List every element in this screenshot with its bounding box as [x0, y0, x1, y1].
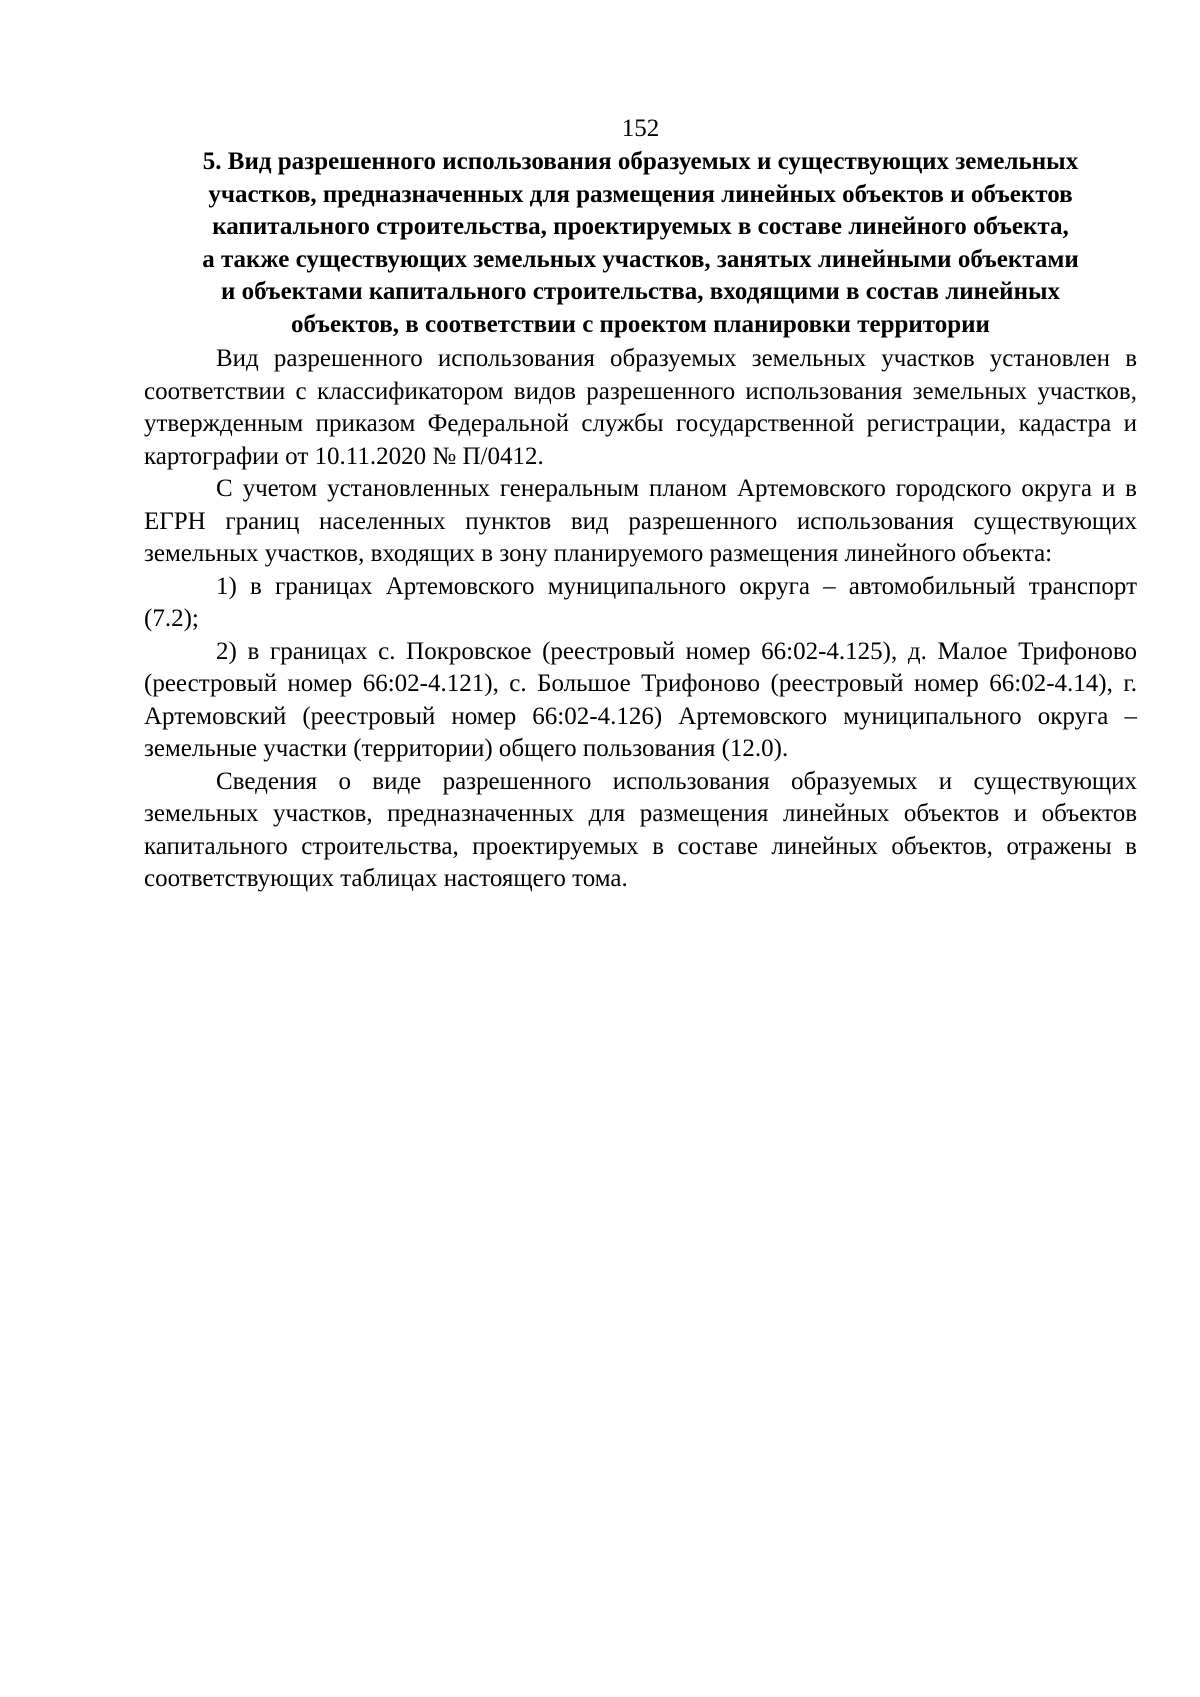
heading-line: капитального строительства, проектируемых в составе линейного объекта, — [212, 213, 1069, 240]
list-item-2: 2) в границах с. Покровское (реестровый номер 66:02-4.125), д. Малое Трифоново (реестровый номер 66:02-4.121), с. Большое Трифоново (реестровый номер 66:02-4.14), г. Артемовский (реестровый номер 66:02-4.126) Артемовского муниципального округа – земельные участки (территории) общего пользования (12.0). — [144, 637, 1137, 762]
paragraph-classifier: Вид разрешенного использования образуемых земельных участков установлен в соответствии с классификатором видов разрешенного использования земельных участков, утвержденным приказом Федеральной службы государственной регистрации, кадастра и картографии от 10.11.2020 № П/0412. — [144, 345, 1137, 470]
paragraph-summary: Сведения о виде разрешенного использования образуемых и существующих земельных участков, предназначенных для размещения линейных объектов и объектов капитального строительства, проектируемых в составе линейных объектов, отражены в соответствующих таблицах настоящего тома. — [144, 767, 1137, 892]
heading-line: а также существующих земельных участков, занятых линейными объектами — [202, 245, 1079, 273]
heading-line: участков, предназначенных для размещения линейных объектов и объектов — [208, 180, 1073, 208]
page-number: 152 — [621, 115, 660, 142]
paragraph-existing-plots: С учетом установленных генеральным планом Артемовского городского округа и в ЕГРН границ населенных пунктов вид разрешенного использования существующих земельных участков, входящих в зону планируемого размещения линейного объекта: — [144, 475, 1137, 567]
section-heading — [144, 146, 1137, 341]
heading-line: объектов, в соответствии с проектом планировки территории — [291, 310, 990, 338]
heading-line: 5. Вид разрешенного использования образуемых и существующих земельных — [202, 148, 1079, 175]
list-item-1: 1) в границах Артемовского муниципального округа – автомобильный транспорт (7.2); — [144, 572, 1137, 632]
document-page — [144, 112, 1137, 896]
heading-line: и объектами капитального строительства, входящими в состав линейных — [220, 278, 1061, 305]
